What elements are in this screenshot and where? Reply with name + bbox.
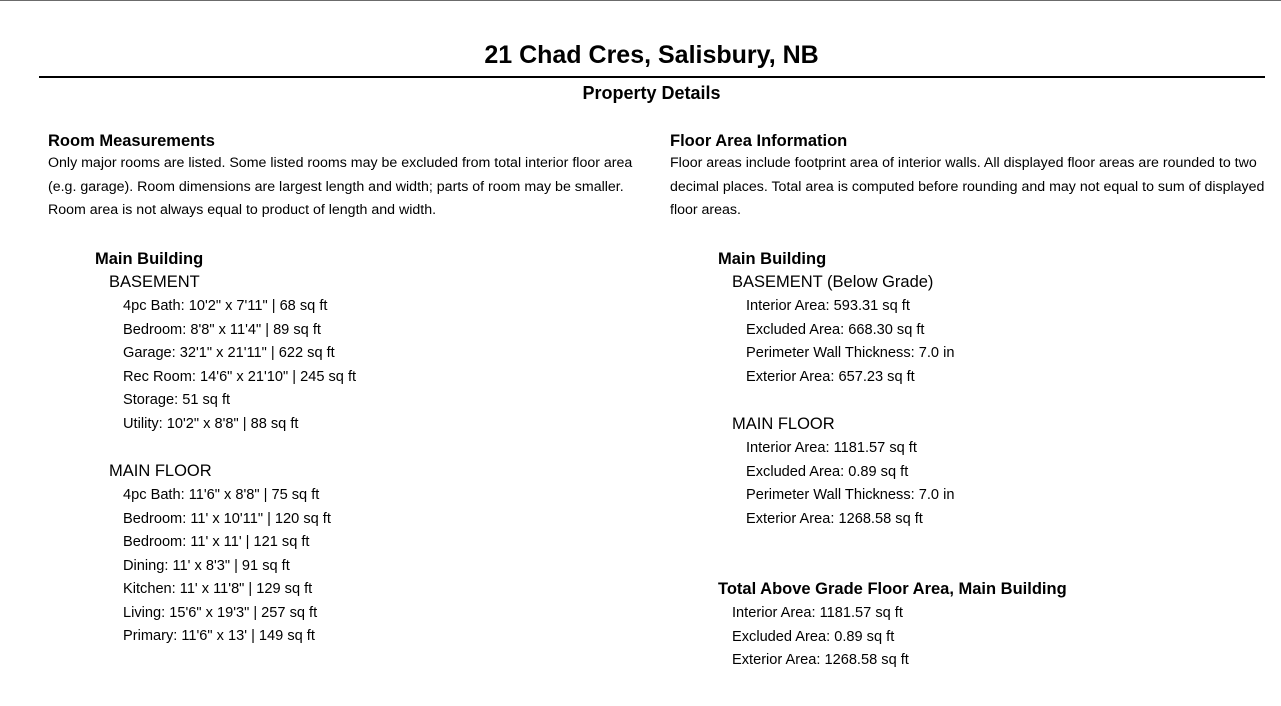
room-floor-heading-main-floor: MAIN FLOOR [109,462,212,480]
list-item: Interior Area: 593.31 sq ft [746,298,910,314]
list-item: Excluded Area: 668.30 sq ft [746,321,925,338]
page-subtitle: Property Details [582,83,721,103]
main-floor-area-list [746,437,954,531]
list-item: 4pc Bath: 10'2" x 7'11" | 68 sq ft [123,298,328,314]
room-measurements-heading: Room Measurements [48,132,215,150]
list-item: Bedroom: 8'8" x 11'4" | 89 sq ft [123,321,321,338]
room-measurements-description: Only major rooms are listed. Some listed rooms may be excluded from total interior floor area (e.g. garage). Room dimensions are largest length and width; parts of room may be smaller. Room area is not always equal to product of length and width. [48,155,633,218]
total-area-list [732,602,909,673]
list-item: Perimeter Wall Thickness: 7.0 in [746,345,955,361]
list-item: Bedroom: 11' x 10'11" | 120 sq ft [123,510,331,527]
page-top-border [0,0,1281,1]
room-measurements-section [48,131,648,223]
list-item: Dining: 11' x 8'3" | 91 sq ft [123,557,290,574]
list-item: Storage: 51 sq ft [123,392,231,408]
floor-area-description: Floor areas include footprint area of interior walls. All displayed floor areas are rounded to two decimal places. Total area is computed before rounding and may not equal to sum of displayed floor areas. [670,155,1265,218]
main-floor-room-list [123,484,331,649]
basement-room-list [123,295,356,436]
list-item: Excluded Area: 0.89 sq ft [732,628,895,645]
floor-area-heading: Floor Area Information [670,132,848,150]
area-building-heading: Main Building [718,250,827,268]
total-area-heading: Total Above Grade Floor Area, Main Building [718,580,1067,598]
area-floor-heading-main-floor: MAIN FLOOR [732,415,835,433]
list-item: Exterior Area: 1268.58 sq ft [732,652,909,668]
list-item: Excluded Area: 0.89 sq ft [746,463,909,480]
list-item: Exterior Area: 657.23 sq ft [746,368,915,385]
floor-area-section [670,131,1275,223]
list-item: Interior Area: 1181.57 sq ft [732,605,903,621]
room-building-heading: Main Building [95,250,204,268]
list-item: 4pc Bath: 11'6" x 8'8" | 75 sq ft [123,487,320,503]
list-item: Kitchen: 11' x 11'8" | 129 sq ft [123,581,313,597]
title-divider [39,76,1265,78]
list-item: Garage: 32'1" x 21'11" | 622 sq ft [123,345,335,361]
basement-area-list [746,295,954,389]
room-floor-heading-basement: BASEMENT [109,273,200,291]
list-item: Rec Room: 14'6" x 21'10" | 245 sq ft [123,368,357,385]
list-item: Utility: 10'2" x 8'8" | 88 sq ft [123,415,299,432]
list-item: Perimeter Wall Thickness: 7.0 in [746,487,955,503]
list-item: Bedroom: 11' x 11' | 121 sq ft [123,534,310,550]
area-floor-heading-basement: BASEMENT (Below Grade) [732,273,934,291]
page-title: 21 Chad Cres, Salisbury, NB [484,41,819,69]
list-item: Exterior Area: 1268.58 sq ft [746,510,923,527]
list-item: Interior Area: 1181.57 sq ft [746,440,917,456]
list-item: Living: 15'6" x 19'3" | 257 sq ft [123,604,318,621]
list-item: Primary: 11'6" x 13' | 149 sq ft [123,628,315,644]
